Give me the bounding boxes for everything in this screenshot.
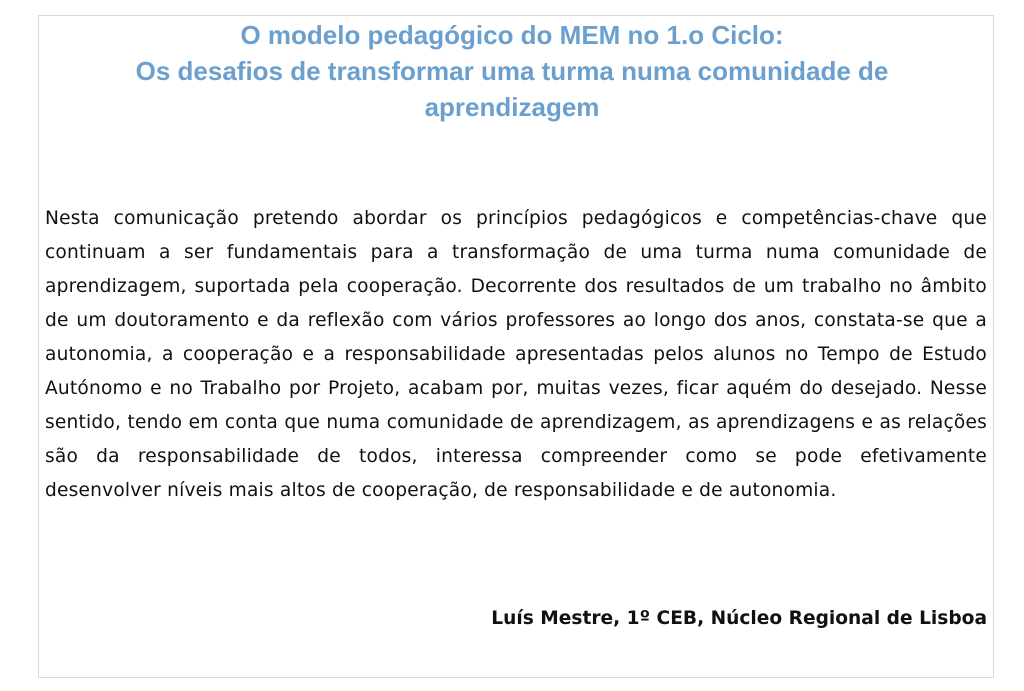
title-line-2: Os desafios de transformar uma turma numa comunidade de — [135, 56, 889, 86]
document-title — [0, 17, 1024, 125]
title-line-1: O modelo pedagógico do MEM no 1.o Ciclo: — [240, 20, 784, 50]
title-line-3: aprendizagem — [424, 92, 600, 122]
abstract-paragraph: Nesta comunicação pretendo abordar os princípios pedagógicos e competências-chave que continuam a ser fundamentais para a transformação de uma turma numa comunidade de aprendizagem, suportada pela cooperação. Decorrente dos resultados de um trabalho no âmbito de um doutoramento e da reflexão com vários professores ao longo dos anos, constata-se que a autonomia, a cooperação e a responsabilidade apresentadas pelos alunos no Tempo de Estudo Autónomo e no Trabalho por Projeto, acabam por, muitas vezes, ficar aquém do desejado. Nesse sentido, tendo em conta que numa comunidade de aprendizagem, as aprendizagens e as relações são da responsabilidade de todos, interessa compreender como se pode efetivamente desenvolver níveis mais altos de cooperação, de responsabilidade e de autonomia. — [45, 208, 987, 501]
author-signature: Luís Mestre, 1º CEB, Núcleo Regional de Lisboa — [491, 608, 987, 629]
